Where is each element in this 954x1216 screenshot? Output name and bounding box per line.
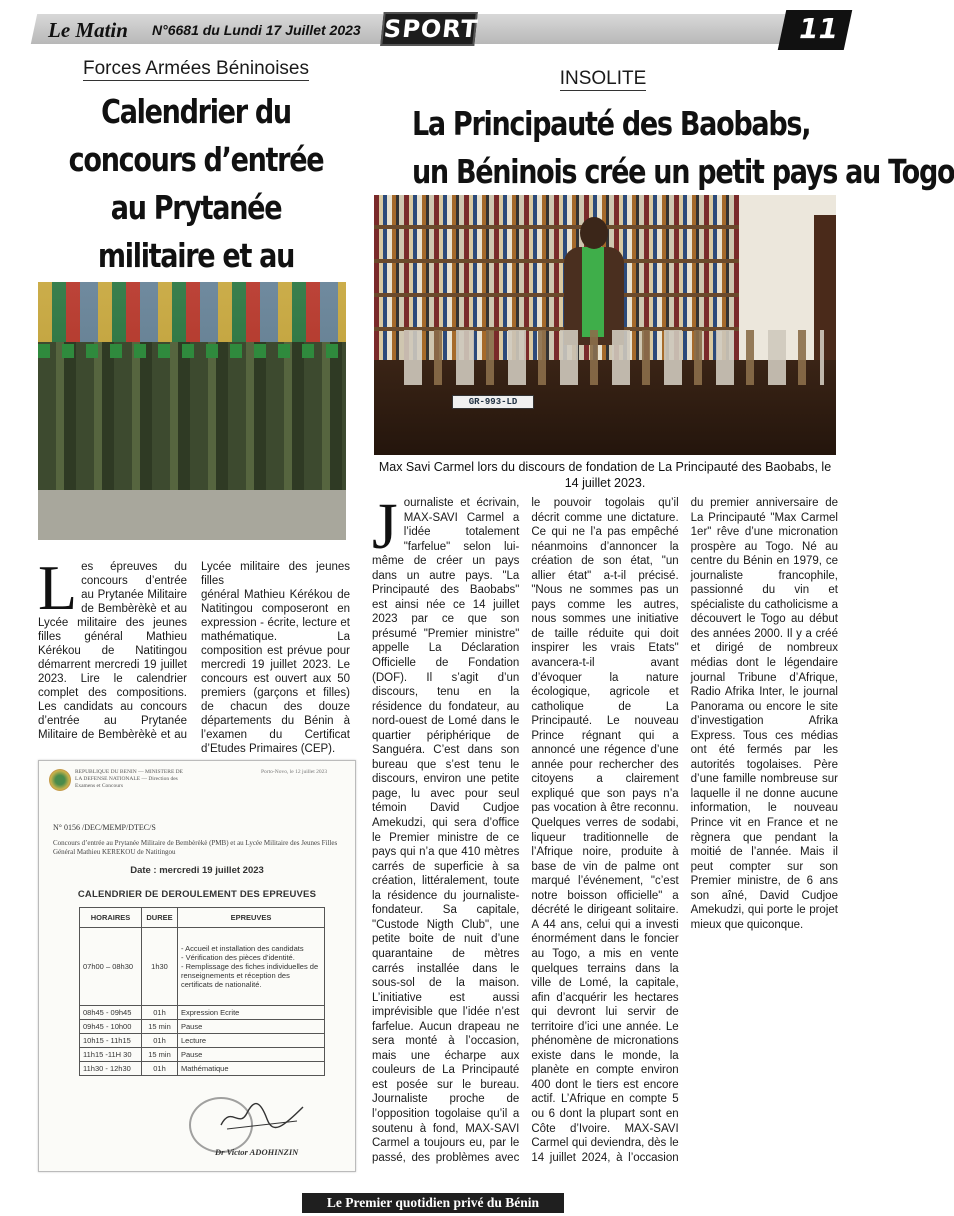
row-event: Lecture [178,1034,325,1048]
left-headline: Calendrier du concours d’entrée au Prytanée militaire et au [68,92,324,275]
row-event: Mathématique [178,1062,325,1076]
document-header-left: REPUBLIQUE DU BENIN — MINISTERE DE LA DEFENSE NATIONALE — Direction des Examens et Concours [75,769,184,789]
row-event: Expression Ecrite [178,1006,325,1020]
dropcap: L [38,552,78,623]
photo-troops [38,342,346,502]
column-header: HORAIRES [80,908,142,928]
row-hours: 11h30 - 12h30 [80,1062,142,1076]
section-tag: SPORT [380,12,478,46]
row-hours: 07h00 – 08h30 [80,928,142,1006]
document-date: Date : mercredi 19 juillet 2023 [130,865,264,876]
schedule-table [79,907,325,1076]
photo-person [564,217,624,345]
issue-line: N°6681 du Lundi 17 Juillet 2023 [152,22,361,38]
left-kicker [36,58,356,80]
page-header [34,14,844,48]
official-document-scan [38,760,356,1172]
schedule-row [80,1062,325,1076]
right-article-body [372,490,838,1178]
left-body-col2: général Mathieu Kérékou de Natitingou composeront en expression - écrite, lecture et mathématique. La composition est prévue pour mercredi 19 juillet 2023. Le concours est ouvert aux 50 premiers (garçons et filles) de chacun des douze départements du Bénin à l’examen du Certificat d’Etudes Primaires (CEP). [201,589,350,755]
document-header-right: Porto-Novo, le 12 juillet 2023 [261,769,328,775]
schedule-row [80,1020,325,1034]
right-kicker [370,68,836,90]
document-table-title: CALENDRIER DE DEROULEMENT DES EPREUVES [77,889,317,900]
document-subject: Concours d’entrée au Prytanée Militaire de Bembèrèkè (PMB) et au Lycée Militaire des Jeunes Filles Général Mathieu KEREKOU de Natitingou [53,839,338,856]
right-headline-line1: La Principauté des Baobabs, [411,104,811,143]
photo-caption: Max Savi Carmel lors du discours de fondation de La Principauté des Baobabs, le 14 juillet 2023. [378,460,832,490]
document-signer: Dr Victor ADOHINZIN [215,1147,299,1157]
photo-ground [38,490,346,540]
left-kicker-text: Forces Armées Béninoises [83,58,309,79]
signature-icon [217,1099,307,1133]
row-duration: 1h30 [142,928,178,1006]
schedule-row [80,1048,325,1062]
row-duration: 01h [142,1062,178,1076]
photo-helmets [38,344,346,358]
column-header: EPREUVES [178,908,325,928]
row-event: - Accueil et installation des candidats - Vérification des pièces d’identité. - Remplissage des fiches individuelles de renseignements et réception des certificats de nationalité. [178,928,325,1006]
row-duration: 15 min [142,1048,178,1062]
row-event: Pause [178,1020,325,1034]
row-duration: 15 min [142,1020,178,1034]
photo-desk-items [404,330,824,385]
row-hours: 11h15 -11H 30 [80,1048,142,1062]
row-duration: 01h [142,1006,178,1020]
schedule-header-row [80,908,325,928]
right-body-text: ournaliste et écrivain, MAX-SAVI Carmel a l’idée totalement "farfelue" selon lui-même de créer un pays dans un autre pays. "La Principauté des Baobabs" est ainsi née ce 14 juillet 2023 par ce que son présumé "Premier ministre" appelle La Déclaration Officielle de Fondation (DOF). Il s’agit d’un discours, tenu en la résidence du fondateur, au nord-ouest de Lomé dans le quartier périphérique de Sanguéra. C’est dans son bureau que s’est tenu le discours, environ une petite page, lu avec pour seul témoin David Cudjoe Amekudzi, qui sera d’office le Premier ministre de ce pays qui n’a que 410 mètres carrés de superficie à sa création, littéralement, toute la résidence du journaliste-fondateur. Sa capitale, "Custode Nigth Club", une petite boite de nuit d’une quarantaine de mètres carrés installée dans le sous-sol de la maison. L’initiative est aussi imprévisible que l’idée n’est farfelue. Aucun drapeau ne sera monté à l’occasion, mais une écharpe aux couleurs de La Principauté est posée sur le bureau. Journaliste proche de l’opposition togolaise qu’il a soutenu à fond, MAX-SAVI Carmel a toujours eu, par le passé, des problèmes avec le pouvoir togolais qu’il décrit comme une dictature. Ce qui ne l’a pas empêché néanmoins d’annoncer la création de son état, "un allier état" a-t-il précisé. "Nous ne sommes pas un pays comme les autres, nous sommes une initiative de taille réduite qui doit inspirer les vrais Etats" avancera-t-il avant d’évoquer la nature écologique, agricole et catholique de La Principauté. Le nouveau Prince régnant qui a annoncé une régence d’une année pour rechercher des citoyens a clairement expliqué que son pays n’a pas vocation à être reconnu. Quelques verres de sodabi, liqueur traditionnelle de l’Afrique noire, produite à base de vin de palme ont marqué l’événement, "c’est notre boisson officielle" a décrété le dirigeant solitaire. A 44 ans, celui qui a investi énormément dans le foncier au Togo, a mis en vente quelques terrains dans la ville de Lomé, la capitale, afin d’acquérir les hectares qui devront lui servir de territoire d’ici une année. Le phénomène de micronations existe dans le monde, la planète en compte environ 400 dont le tiers est encore actif. L’Afrique en compte 5 ou 6 dont la plupart sont en Côte d’Ivoire. MAX-SAVI Carmel qui deviendra, dès le 14 juillet 2024, à l’occasion du premier anniversaire de La Principauté "Max Carmel 1er" rêve d’une micronation prospère au Togo. Né au centre du Bénin en 1979, ce journaliste francophile, passionné du vin et spécialiste du catholicisme a découvert le Togo au début des années 2000. Il y a créé et dirigé de nombreux médias dont le légendaire journal Tribune d’Afrique, Radio Afrika Inter, le journal Panorama ou encore le site d’investigation Afrika Express. Tous ces médias ont été fermés par les autorités togolaises. Père d’une famille nombreuse sur laquelle il ne donne aucune information, le nouveau Prince vit en France et ne règnera que pendant la moitié de l’année. Mais il peut compter sur son Premier ministre, de 6 ans son aîné, David Cudjoe Amekudzi, qui porte le projet mieux que quiconque. [372,497,838,1164]
right-headline [411,100,954,196]
dropcap: J [372,490,398,563]
page-number: 11 [799,12,838,45]
parade-photo [38,282,346,540]
license-plate: GR-993-LD [452,395,534,409]
schedule-row [80,928,325,1006]
column-header: DUREE [142,908,178,928]
schedule-row [80,1006,325,1020]
row-duration: 01h [142,1034,178,1048]
row-hours: 08h45 - 09h45 [80,1006,142,1020]
right-headline-line2: un Béninois crée un petit pays au Togo [411,152,954,191]
office-photo [374,195,836,455]
row-hours: 09h45 - 10h00 [80,1020,142,1034]
row-hours: 10h15 - 11h15 [80,1034,142,1048]
left-article-body [38,552,350,756]
schedule-row [80,1034,325,1048]
person-head [580,217,608,249]
masthead-logo: Le Matin [48,18,128,42]
coat-of-arms-icon [49,769,71,791]
left-body-col1: es épreuves du concours d’entrée au Prytanée Militaire de Bembèrèkè et au Lycée militaire des jeunes filles général Mathieu Kérékou de Natitingou démarrent mercredi 19 juillet 2023. Lire le calendrier complet des compositions. Les candidats au concours d’entrée au Prytanée Militaire de Bembèrèkè et au Lycée militaire des jeunes filles [38,561,350,741]
row-event: Pause [178,1048,325,1062]
right-kicker-text: INSOLITE [559,68,647,89]
photo-flags [38,282,346,342]
footer-tagline: Le Premier quotidien privé du Bénin [302,1193,564,1213]
document-reference: N° 0156 /DEC/MEMP/DTEC/S [53,823,156,832]
green-sash [582,247,604,337]
